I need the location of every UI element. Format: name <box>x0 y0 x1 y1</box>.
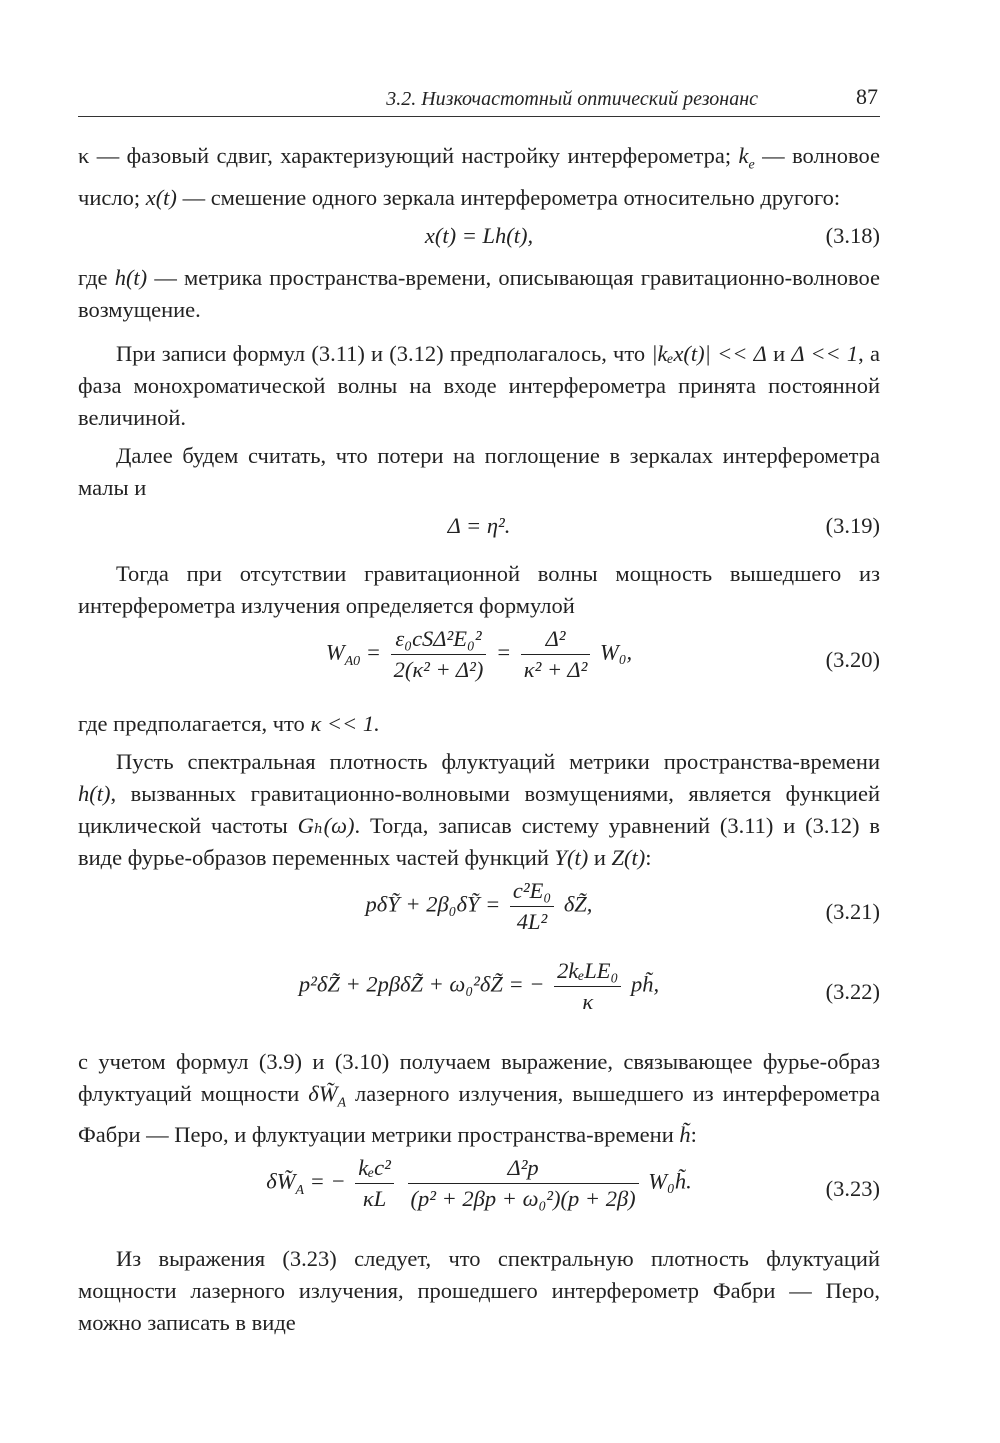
p2-text: где <box>78 264 115 290</box>
running-header <box>78 82 880 117</box>
fraction: $\frac{\text{kₑc²}}{\kappa L}$ <box>355 1153 394 1214</box>
fraction: $\frac{\text{2kₑLE₀}}{\kappa}$ <box>554 956 621 1017</box>
equation-body: Δ = η². <box>447 512 511 538</box>
p3-text: При записи формул (3.11) и (3.12) предполагалось, что <box>116 340 652 366</box>
wave-number-symbol: $k_e$ <box>738 143 755 173</box>
paragraph-5: Тогда при отсутствии гравитационной волны мощность вышедшего из интерферометра излучения определяется формулой <box>78 560 880 618</box>
equation-number: (3.22) <box>825 978 880 1004</box>
section-title: 3.2. Низкочастотный оптический резонанс <box>386 88 758 110</box>
equation-body <box>78 956 880 1017</box>
equation-number: (3.18) <box>825 222 880 248</box>
page-number: 87 <box>856 84 878 109</box>
p3-text-3: , а фаза монохроматической волны на входе интерферометра принята постоянной величиной. <box>78 340 880 430</box>
paragraph-7 <box>78 746 880 874</box>
lhs: W <box>325 639 345 665</box>
equation-number: (3.19) <box>825 512 880 538</box>
p8-text-2: лазерного излучения, вышедшего из интерферометра Фабри — Перо, и флуктуации метрики пространства-времени <box>78 1080 880 1147</box>
equation-3-19 <box>78 504 880 552</box>
p7-text-5: : <box>645 844 652 870</box>
inequality: κ << 1. <box>310 710 380 736</box>
p1-text: κ — фазовый сдвиг, характеризующий настройку интерферометра; <box>78 143 739 168</box>
paragraph-1 <box>78 140 880 214</box>
equation-3-22 <box>78 954 880 1034</box>
paragraph-6 <box>78 708 880 740</box>
p1-text-2: — волновое число; <box>78 143 880 210</box>
p6-text: где предполагается, что <box>78 710 311 736</box>
fraction: $\frac{\text{Δ²p}}{\text{(p² + 2βp + ω₀²)(p + 2β)}}$ <box>408 1153 639 1214</box>
tail: W₀, <box>599 639 633 665</box>
equation-number: (3.20) <box>825 646 880 672</box>
displacement-symbol: x(t) <box>145 184 177 210</box>
power-fluctuation-symbol: $\delta W̃_A$ <box>308 1080 346 1110</box>
lhs: p²δZ̃ + 2pβδZ̃ + ω₀²δZ̃ = − <box>298 971 545 997</box>
p8-text: с учетом формул (3.9) и (3.10) получаем выражение, связывающее фурье-образ флуктуаций мощности <box>78 1048 880 1106</box>
equation-body: $W_{A0}$ = $\frac{\text{ε₀cSΔ²E₀²}}{\text{2(κ² + Δ²)}}$ = $\frac{\text{Δ²}}{\text{κ² + Δ²}}$ W₀, <box>78 624 880 685</box>
fraction: $\frac{\text{Δ²}}{\text{κ² + Δ²}}$ <box>521 624 591 685</box>
paragraph-4: Далее будем считать, что потери на поглощение в зеркалах интерферометра малы и <box>78 442 880 500</box>
equation-number: (3.21) <box>825 898 880 924</box>
equation-body: x(t) = Lh(t), <box>424 222 534 248</box>
tail: δZ̃, <box>563 891 593 917</box>
p7-text-4: и <box>588 844 612 870</box>
equation-body <box>78 876 880 937</box>
fraction: $\frac{\text{ε₀cSΔ²E₀²}}{\text{2(κ² + Δ²)}}$ <box>391 624 487 685</box>
p7-text-3: . Тогда, записав систему уравнений (3.11) и (3.12) в виде фурье-образов переменных частей функций <box>78 812 880 870</box>
p7-text: Пусть спектральная плотность флуктуаций метрики пространства-времени <box>116 748 880 774</box>
metric-symbol: h(t) <box>78 780 111 806</box>
inequality-1: |kₑx(t)| << Δ <box>651 340 767 366</box>
equation-number: (3.23) <box>825 1176 880 1201</box>
p1-text-3: — смешение одного зеркала интерферометра относительно другого: <box>176 184 841 210</box>
tail: W₀h̃. <box>648 1168 692 1194</box>
tail: ph̃, <box>630 971 660 997</box>
lhs: δW̃ <box>266 1168 296 1194</box>
inequality-2: Δ << 1 <box>791 340 859 366</box>
paragraph-9: Из выражения (3.23) следует, что спектральную плотность флуктуаций мощности лазерного излучения, прошедшего интерферометр Фабри — Перо, можно записать в виде <box>78 1246 880 1335</box>
equation-3-23 <box>78 1151 880 1231</box>
paragraph-3 <box>78 338 880 434</box>
equation-3-20 <box>78 622 880 702</box>
page-body <box>78 140 880 1339</box>
p3-text-2: и <box>766 340 792 366</box>
equation-body: $\delta W̃_A$ = − $\frac{\text{kₑc²}}{\kappa L}$ $\frac{\text{Δ²p}}{\text{(p² + 2βp + ω₀²)(p + 2β)}}$ W₀h̃. <box>78 1153 880 1214</box>
equation-3-18 <box>78 214 880 262</box>
y-function: Y(t) <box>554 844 589 870</box>
p8-text-3: : <box>690 1122 697 1147</box>
paragraph-2 <box>78 262 880 326</box>
equation-3-21 <box>78 874 880 954</box>
metric-fourier-symbol: h̃ <box>679 1122 691 1147</box>
p2-text-2: — метрика пространства-времени, описывающая гравитационно-волновое возмущение. <box>78 264 880 322</box>
p7-text-2: , вызванных гравитационно-волновыми возмущениями, является функцией циклической частоты <box>78 780 880 838</box>
metric-symbol: h(t) <box>114 264 148 290</box>
z-function: Z(t) <box>611 844 646 870</box>
spectral-density-symbol: Gₕ(ω) <box>297 812 355 838</box>
paragraph-8 <box>78 1046 880 1152</box>
lhs: pδỸ + 2β₀δỸ = <box>365 891 501 917</box>
fraction: $\frac{\text{c²E₀}}{\text{4L²}}$ <box>510 876 554 937</box>
